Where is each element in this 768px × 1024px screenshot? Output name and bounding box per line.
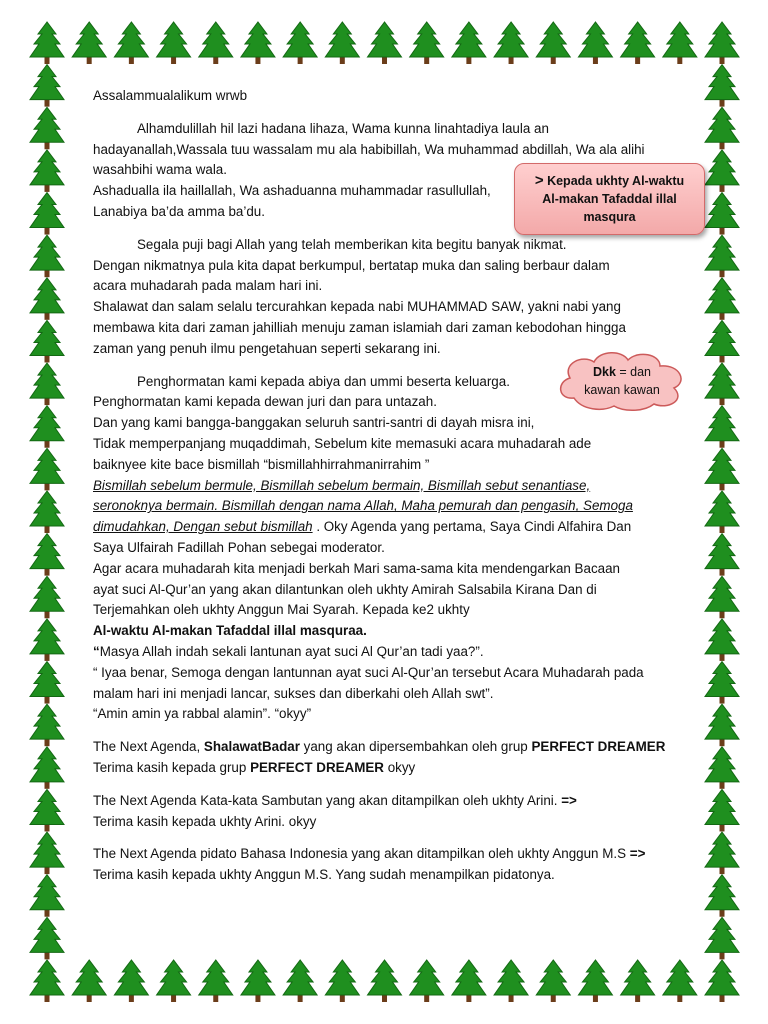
dialogue-line: “Amin amin ya rabbal alamin”. “okyy” xyxy=(93,706,312,722)
pine-tree-icon xyxy=(30,662,64,704)
pine-tree-icon xyxy=(536,22,570,64)
pine-tree-icon xyxy=(705,789,739,831)
pine-tree-icon xyxy=(705,917,739,959)
pine-tree-icon xyxy=(30,789,64,831)
pine-tree-icon xyxy=(199,22,233,64)
pine-tree-icon xyxy=(705,448,739,490)
praise-paragraph-line: Segala puji bagi Allah yang telah memberikan kita begitu banyak nikmat. xyxy=(137,236,567,252)
greeting: Assalammualalikum wrwb xyxy=(93,88,248,103)
pine-tree-icon xyxy=(30,534,64,576)
pine-tree-icon xyxy=(494,22,528,64)
pine-tree-icon xyxy=(30,576,64,618)
pine-tree-icon xyxy=(705,278,739,320)
pine-tree-icon xyxy=(72,960,106,1002)
dialogue-line: “Masya Allah indah sekali lantunan ayat suci Al Qur’an tadi yaa?”. xyxy=(93,643,484,659)
pine-tree-icon xyxy=(705,662,739,704)
pine-tree-icon xyxy=(30,278,64,320)
agenda-sambutan-line: The Next Agenda Kata-kata Sambutan yang akan ditampilkan oleh ukhty Arini. => xyxy=(93,792,577,808)
pine-tree-icon xyxy=(30,22,64,64)
pine-tree-icon xyxy=(30,619,64,661)
pine-tree-icon xyxy=(30,704,64,746)
respect-paragraph-line: Dan yang kami bangga-banggakan seluruh santri-santri di dayah misra ini, xyxy=(93,415,535,431)
pine-tree-icon xyxy=(705,875,739,917)
opening-paragraph-line: hadayanallah,Wassala tuu wassalam mu ala habibillah, Wa muhammad abdillah, Wa ala alihi xyxy=(93,141,645,157)
quran-reading-line: ayat suci Al-Qur’an yang akan dilantunkan oleh ukhty Amirah Salsabila Kirana Dan di xyxy=(93,581,597,597)
pine-tree-icon xyxy=(705,619,739,661)
pine-tree-icon xyxy=(157,960,191,1002)
pine-tree-icon xyxy=(30,832,64,874)
agenda-shalawat-line: The Next Agenda, ShalawatBadar yang akan dipersembahkan oleh grup PERFECT DREAMER xyxy=(93,739,666,755)
pine-tree-icon xyxy=(621,22,655,64)
pine-tree-icon xyxy=(199,960,233,1002)
pine-tree-icon xyxy=(368,960,402,1002)
pine-tree-icon xyxy=(30,491,64,533)
invitation-line: Al-waktu Al-makan Tafaddal illal masquraa. xyxy=(93,623,367,639)
pine-tree-icon xyxy=(705,320,739,362)
pine-tree-icon xyxy=(705,832,739,874)
pine-tree-icon xyxy=(283,22,317,64)
opening-paragraph-line: Lanabiya ba’da amma ba’du. xyxy=(93,203,265,219)
pine-tree-icon xyxy=(705,150,739,192)
pine-tree-icon xyxy=(114,960,148,1002)
pine-tree-icon xyxy=(494,960,528,1002)
praise-paragraph-line: zaman yang penuh ilmu pengetahuan seperti sekarang ini. xyxy=(93,340,441,356)
arrow-right-icon: > xyxy=(534,172,544,189)
opening-paragraph-line: Alhamdulillah hil lazi hadana lihaza, Wama kunna linahtadiya laula an xyxy=(137,120,549,136)
pine-tree-icon xyxy=(452,22,486,64)
quran-reading-line: Agar acara muhadarah kita menjadi berkah Mari sama-sama kita mendengarkan Bacaan xyxy=(93,560,620,576)
pine-tree-icon xyxy=(30,917,64,959)
kepada-ukhty-callout: > Kepada ukhty Al-waktu Al-makan Tafaddal illal masqura xyxy=(514,163,705,235)
quran-reading-line: Terjemahkan oleh ukhty Anggun Mai Syarah. Kepada ke2 ukhty xyxy=(93,602,470,618)
pine-tree-icon xyxy=(30,65,64,107)
pine-tree-icon xyxy=(705,534,739,576)
bismillah-verse-line: seronoknya bermain. Bismillah dengan nama Allah, Maha pemurah dan pengasih, Semoga xyxy=(93,498,633,514)
pine-tree-icon xyxy=(705,576,739,618)
opening-paragraph-line: Ashadualla ila haillallah, Wa ashaduanna muhammadar rasullullah, xyxy=(93,183,491,199)
agenda-pidato-thanks: Terima kasih kepada ukhty Anggun M.S. Yang sudah menampilkan pidatonya. xyxy=(93,867,555,883)
pine-tree-icon xyxy=(72,22,106,64)
pine-tree-icon xyxy=(410,22,444,64)
praise-paragraph-line: Shalawat dan salam selalu tercurahkan kepada nabi MUHAMMAD SAW, yakni nabi yang xyxy=(93,299,621,315)
pine-tree-icon xyxy=(30,235,64,277)
pine-tree-icon xyxy=(705,704,739,746)
pine-tree-icon xyxy=(30,107,64,149)
pine-tree-icon xyxy=(410,960,444,1002)
praise-paragraph-line: Dengan nikmatnya pula kita dapat berkumpul, bertatap muka dan saling berbaur dalam xyxy=(93,257,610,273)
pine-tree-icon xyxy=(705,406,739,448)
agenda-sambutan-thanks: Terima kasih kepada ukhty Arini. okyy xyxy=(93,813,317,829)
pine-tree-icon xyxy=(705,363,739,405)
pine-tree-icon xyxy=(705,65,739,107)
pine-tree-icon xyxy=(30,875,64,917)
pine-tree-icon xyxy=(30,193,64,235)
dkk-cloud-callout: Dkk = dan kawan kawan xyxy=(552,348,692,412)
pine-tree-icon xyxy=(705,22,739,64)
pine-tree-icon xyxy=(283,960,317,1002)
respect-paragraph-line: Tidak memperpanjang muqaddimah, Sebelum kite memasuki acara muhadarah ade xyxy=(93,435,592,451)
pine-tree-icon xyxy=(30,406,64,448)
pine-tree-icon xyxy=(705,747,739,789)
pine-tree-icon xyxy=(30,448,64,490)
pine-tree-icon xyxy=(705,107,739,149)
praise-paragraph-line: acara muhadarah pada malam hari ini. xyxy=(93,278,323,294)
respect-paragraph-line: Penghormatan kami kepada abiya dan ummi beserta keluarga. xyxy=(137,373,510,389)
pine-tree-icon xyxy=(30,150,64,192)
pine-tree-icon xyxy=(30,320,64,362)
dialogue-line: “ Iyaa benar, Semoga dengan lantunnan ayat suci Al-Qur’an tersebut Acara Muhadarah pada xyxy=(93,664,644,680)
bismillah-verse-line: Bismillah sebelum bermule, Bismillah sebelum bermain, Bismillah sebut senantiase, xyxy=(93,477,591,493)
pine-tree-icon xyxy=(705,960,739,1002)
pine-tree-icon xyxy=(578,22,612,64)
pine-tree-icon xyxy=(241,960,275,1002)
pine-tree-icon xyxy=(157,22,191,64)
moderator-line: Saya Ulfairah Fadillah Pohan sebegai moderator. xyxy=(93,539,385,555)
pine-tree-icon xyxy=(578,960,612,1002)
pine-tree-icon xyxy=(325,22,359,64)
pine-tree-icon xyxy=(705,235,739,277)
agenda-pidato-line: The Next Agenda pidato Bahasa Indonesia yang akan ditampilkan oleh ukhty Anggun M.S => xyxy=(93,846,646,862)
opening-paragraph-line: wasahbihi wama wala. xyxy=(93,162,227,178)
pine-tree-icon xyxy=(663,22,697,64)
dialogue-line: malam hari ini menjadi lancar, sukses dan diberkahi oleh Allah swt”. xyxy=(93,685,494,701)
pine-tree-icon xyxy=(114,22,148,64)
pine-tree-icon xyxy=(30,747,64,789)
pine-tree-icon xyxy=(536,960,570,1002)
pine-tree-icon xyxy=(621,960,655,1002)
pine-tree-icon xyxy=(705,491,739,533)
pine-tree-icon xyxy=(241,22,275,64)
pine-tree-icon xyxy=(325,960,359,1002)
respect-paragraph-line: Penghormatan kami kepada dewan juri dan para untazah. xyxy=(93,394,437,410)
pine-tree-icon xyxy=(452,960,486,1002)
agenda-shalawat-thanks: Terima kasih kepada grup PERFECT DREAMER okyy xyxy=(93,759,416,775)
pine-tree-icon xyxy=(368,22,402,64)
pine-tree-icon xyxy=(663,960,697,1002)
pine-tree-icon xyxy=(30,960,64,1002)
praise-paragraph-line: membawa kita dari zaman jahilliah menuju zaman islamiah dari zaman kebodohan hingga xyxy=(93,319,626,335)
pine-tree-icon xyxy=(705,193,739,235)
pine-tree-icon xyxy=(30,363,64,405)
respect-paragraph-line: baiknyee kite bace bismillah “bismillahhirrahmanirrahim ” xyxy=(93,456,430,472)
bismillah-verse-line: dimudahkan, Dengan sebut bismillah . Oky Agenda yang pertama, Saya Cindi Alfahira Dan xyxy=(93,519,632,535)
